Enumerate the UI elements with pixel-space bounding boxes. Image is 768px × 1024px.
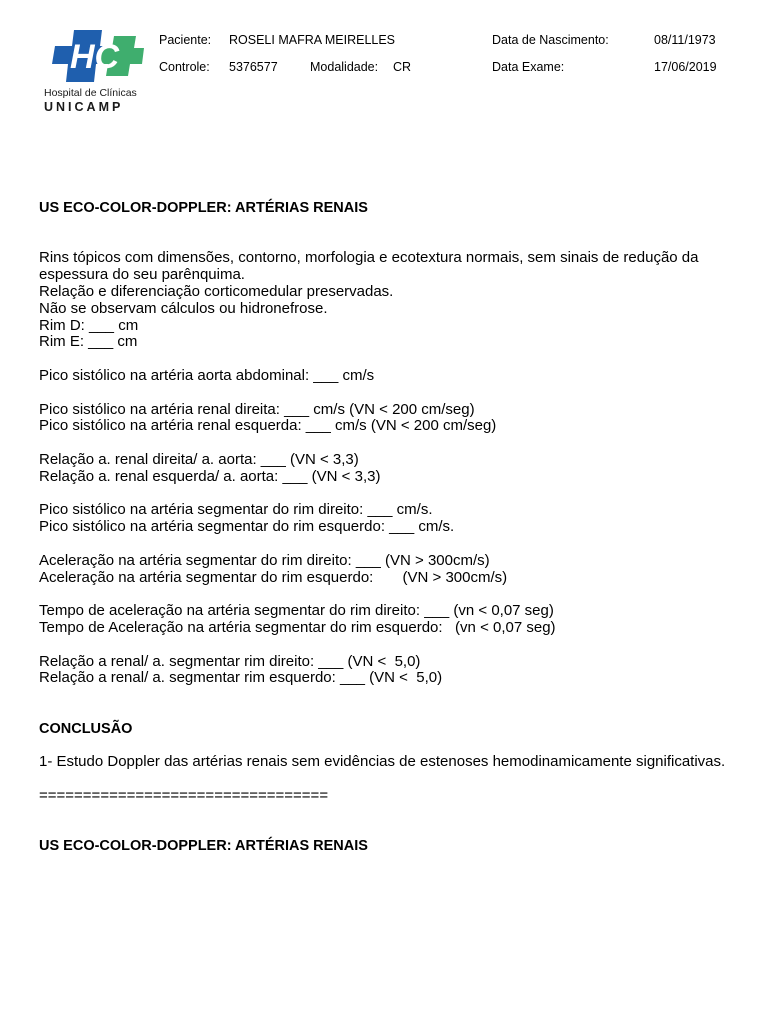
acceleration-right: Aceleração na artéria segmentar do rim direito: ___ (VN > 300cm/s) bbox=[39, 551, 490, 569]
patient-value: ROSELI MAFRA MEIRELLES bbox=[229, 33, 396, 47]
modality-label: Modalidade: bbox=[310, 60, 379, 74]
report-title: US ECO-COLOR-DOPPLER: ARTÉRIAS RENAIS bbox=[39, 200, 368, 216]
hospital-logo bbox=[38, 24, 150, 116]
acceleration-time-left: Tempo de Aceleração na artéria segmentar do rim esquerdo: (vn < 0,07 seg) bbox=[39, 618, 556, 636]
modality-value: CR bbox=[393, 60, 412, 74]
findings-corticomedullary: Relação e diferenciação corticomedular preservadas. bbox=[39, 282, 394, 300]
kidney-right-size: Rim D: ___ cm bbox=[39, 316, 139, 334]
patient-label: Paciente: bbox=[159, 33, 212, 47]
logo-subtitle: Hospital de Clínicas bbox=[44, 87, 137, 99]
conclusion-title: CONCLUSÃO bbox=[39, 720, 133, 737]
renal-peak-left: Pico sistólico na artéria renal esquerda: ___ cm/s (VN < 200 cm/seg) bbox=[39, 417, 497, 435]
exam-date-label: Data Exame: bbox=[492, 60, 565, 74]
logo-text: HC bbox=[70, 38, 120, 76]
exam-date-value: 17/06/2019 bbox=[654, 60, 717, 74]
kidney-left-size: Rim E: ___ cm bbox=[39, 333, 138, 351]
logo-university: UNICAMP bbox=[44, 100, 124, 114]
report-body bbox=[39, 200, 739, 855]
hc-cross-icon bbox=[44, 24, 144, 86]
conclusion-item-1: 1- Estudo Doppler das artérias renais sem evidências de estenoses hemodinamicamente significativas. bbox=[39, 753, 726, 771]
control-value: 5376577 bbox=[229, 60, 278, 74]
control-label: Controle: bbox=[159, 60, 210, 74]
acceleration-left: Aceleração na artéria segmentar do rim esquerdo: (VN > 300cm/s) bbox=[39, 568, 508, 586]
findings-parenchyma: Rins tópicos com dimensões, contorno, morfologia e ecotextura normais, sem sinais de redução da espessura do seu parênquima. bbox=[39, 249, 699, 284]
report-title-repeat: US ECO-COLOR-DOPPLER: ARTÉRIAS RENAIS bbox=[39, 838, 368, 855]
dob-value: 08/11/1973 bbox=[654, 33, 716, 47]
dob-label: Data de Nascimento: bbox=[492, 33, 609, 47]
segmental-ratio-right: Relação a renal/ a. segmentar rim direito: ___ (VN < 5,0) bbox=[39, 652, 421, 670]
separator-line: ================================= bbox=[39, 786, 329, 804]
acceleration-time-right: Tempo de aceleração na artéria segmentar do rim direito: ___ (vn < 0,07 seg) bbox=[39, 602, 554, 620]
findings-calculi: Não se observam cálculos ou hidronefrose. bbox=[39, 299, 328, 317]
segmental-ratio-left: Relação a renal/ a. segmentar rim esquerdo: ___ (VN < 5,0) bbox=[39, 669, 443, 687]
renal-aorta-ratio-left: Relação a. renal esquerda/ a. aorta: ___ (VN < 3,3) bbox=[39, 467, 381, 485]
segmental-peak-left: Pico sistólico na artéria segmentar do rim esquerdo: ___ cm/s. bbox=[39, 518, 455, 536]
renal-peak-right: Pico sistólico na artéria renal direita: ___ cm/s (VN < 200 cm/seg) bbox=[39, 400, 475, 418]
aorta-peak-systolic: Pico sistólico na artéria aorta abdominal: ___ cm/s bbox=[39, 366, 375, 384]
segmental-peak-right: Pico sistólico na artéria segmentar do rim direito: ___ cm/s. bbox=[39, 501, 433, 519]
renal-aorta-ratio-right: Relação a. renal direita/ a. aorta: ___ (VN < 3,3) bbox=[39, 450, 359, 468]
